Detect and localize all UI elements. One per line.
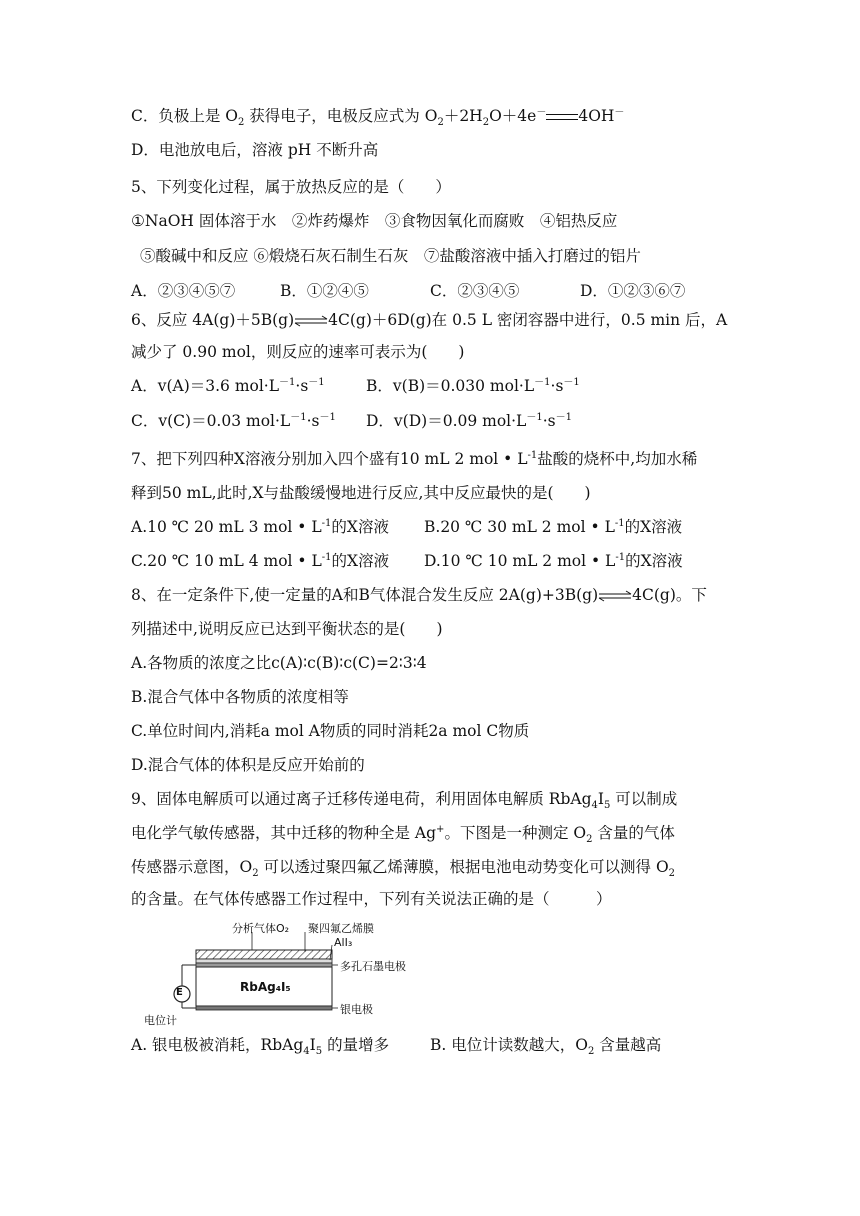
q5-stem: 5、下列变化过程，属于放热反应的是（ ） xyxy=(131,178,451,196)
q7-option-c: C.20 ℃ 10 mL 4 mol • $L^{-1}$的X溶液 xyxy=(131,551,390,570)
q6-stem-line-2: 减少了 0.90 mol，则反应的速率可表示为( ) xyxy=(131,343,465,361)
q8-option-b: B.混合气体中各物质的浓度相等 xyxy=(131,688,349,706)
q4-option-c: C．负极上是 $O_2$ 获得电子，电极反应式为 $O_2+2H_2O+4e^-$ 4OH－ xyxy=(131,106,625,129)
q6-option-d: D．v(D)＝0.09 $mol\cdot L^{-1}\cdot s^{-1}$ xyxy=(366,411,572,430)
q7-stem-line-1: 7、把下列四种X溶液分别加入四个盛有10 mL 2 mol • $L^{-1}$盐酸的烧杯中,均加水稀 xyxy=(131,449,698,468)
q5-option-c: C．②③④⑤ xyxy=(430,282,520,300)
q6-option-c: C．v(C)＝0.03 $mol\cdot L^{-1}\cdot s^{-1}$ xyxy=(131,411,336,430)
q9-stem-line-3: 传感器示意图，$O_2$ 可以透过聚四氟乙烯薄膜，根据电池电动势变化可以测得 $O_2$ xyxy=(131,858,676,880)
q5-option-a: A．②③④⑤⑦ xyxy=(131,282,236,300)
q7-option-d: D.10 ℃ 10 mL 2 mol • $L^{-1}$的X溶液 xyxy=(424,551,683,570)
q5-option-d: D．①②③⑥⑦ xyxy=(580,282,686,300)
reversible-arrow-icon xyxy=(598,589,632,603)
label-ptfe-membrane: 聚四氟乙烯膜 xyxy=(308,922,374,935)
q5-items-line-2: ⑤酸碱中和反应 ⑥煅烧石灰石制生石灰 ⑦盐酸溶液中插入打磨过的铝片 xyxy=(140,247,641,265)
q4-option-d: D．电池放电后，溶液 pH 不断升高 xyxy=(131,141,379,159)
q5-items-line-1: ①NaOH 固体溶于水 ②炸药爆炸 ③食物因氧化而腐败 ④铝热反应 xyxy=(131,212,618,230)
label-potentiometer: 电位计 xyxy=(144,1014,177,1027)
q9-option-a: A. 银电极被消耗，$RbAg_4I_5$ 的量增多 xyxy=(131,1036,390,1058)
q6-stem-line-1: 6、反应 4A(g)＋5B(g) 4C(g)＋6D(g)在 0.5 L 密闭容器中进行，0.5 min 后，A xyxy=(131,311,728,329)
q8-option-a: A.各物质的浓度之比c(A)∶c(B)∶c(C)=2∶3∶4 xyxy=(131,654,427,672)
label-analysis-gas: 分析气体O₂ xyxy=(232,922,290,935)
potentiometer-icon: E xyxy=(176,987,183,998)
q8-option-d: D.混合气体的体积是反应开始前的 xyxy=(131,756,365,774)
q7-stem-line-2: 释到50 mL,此时,X与盐酸缓慢地进行反应,其中反应最快的是( ) xyxy=(131,484,591,502)
gas-sensor-diagram xyxy=(140,918,420,1028)
q7-option-a: A.10 ℃ 20 mL 3 mol • $L^{-1}$的X溶液 xyxy=(131,517,389,536)
q7-option-b: B.20 ℃ 30 mL 2 mol • $L^{-1}$的X溶液 xyxy=(424,517,683,536)
reversible-arrow-icon xyxy=(294,314,328,328)
q8-option-c: C.单位时间内,消耗a mol A物质的同时消耗2a mol C物质 xyxy=(131,722,530,740)
q9-stem-line-2: 电化学气敏传感器，其中迁移的物种全是 Ag+。下图是一种测定 $O_2$ 含量的气体 xyxy=(131,823,675,846)
label-silver-electrode: 银电极 xyxy=(340,1003,373,1016)
label-porous-graphite-electrode: 多孔石墨电极 xyxy=(340,960,406,973)
q5-option-b: B．①②④⑤ xyxy=(280,282,369,300)
q9-stem-line-4: 的含量。在气体传感器工作过程中，下列有关说法正确的是（ ） xyxy=(131,890,612,908)
label-ali3: AlI₃ xyxy=(334,936,353,949)
q6-option-a: A．v(A)＝3.6 $mol\cdot L^{-1}\cdot s^{-1}$ xyxy=(131,376,325,395)
q6-option-b: B．v(B)＝0.030 $mol\cdot L^{-1}\cdot s^{-1}$ xyxy=(366,376,580,395)
q8-stem-line-2: 列描述中,说明反应已达到平衡状态的是( ) xyxy=(131,620,443,638)
label-rbag4i5: RbAg₄I₅ xyxy=(240,980,291,994)
q8-stem-line-1: 8、在一定条件下,使一定量的A和B气体混合发生反应 2A(g)+3B(g) 4C(g)。下 xyxy=(131,586,707,604)
q9-option-b: B. 电位计读数越大，$O_2$ 含量越高 xyxy=(430,1036,662,1058)
equals-sign-icon xyxy=(546,110,578,124)
q9-stem-line-1: 9、固体电解质可以通过离子迁移传递电荷，利用固体电解质 $RbAg_4I_5$ 可以制成 xyxy=(131,790,678,812)
